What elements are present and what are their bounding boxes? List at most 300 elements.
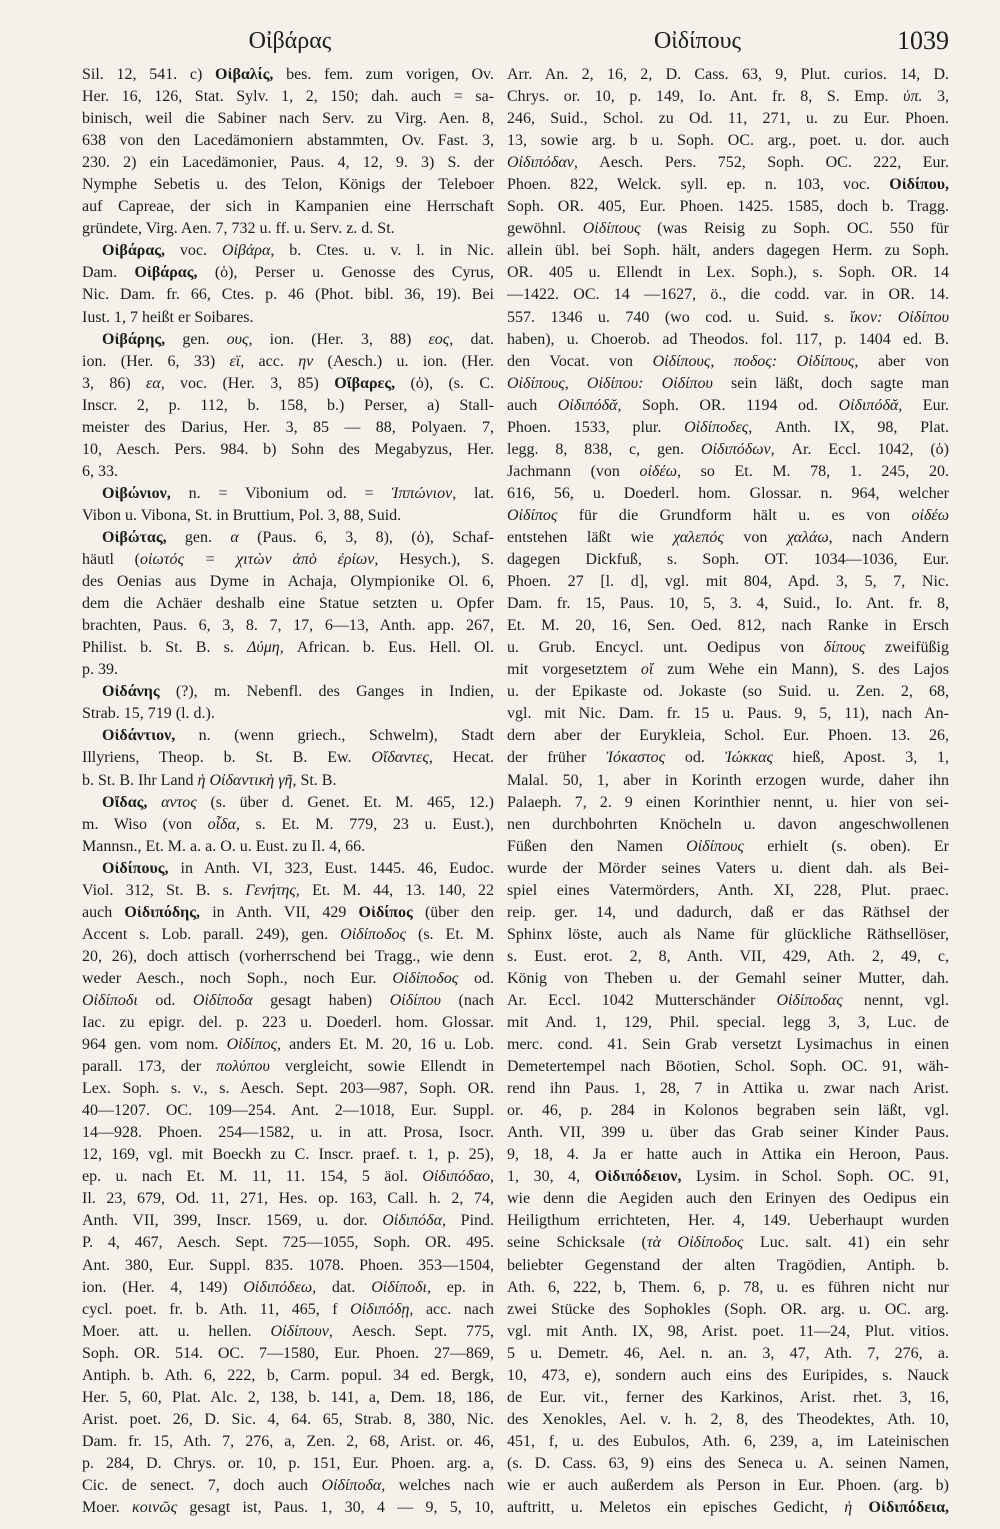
greek-form: οἶδα, bbox=[207, 815, 240, 833]
text-line bbox=[82, 836, 494, 858]
text-run: wie er auch außerdem als Person in Eur. Phoen. (arg. b) bbox=[507, 1477, 949, 1494]
text-run: lat. bbox=[456, 484, 494, 502]
text-line bbox=[82, 1210, 494, 1232]
greek-form: Δύμη, bbox=[247, 639, 284, 657]
text-run: Hesych.), S. bbox=[378, 551, 494, 569]
left-column bbox=[82, 64, 494, 1519]
headword: Οἴβαρες, bbox=[334, 374, 396, 392]
text-line bbox=[507, 1144, 949, 1166]
text-run: Ar. Eccl. 1042 Mutterschänder bbox=[507, 991, 777, 1009]
headword: Οἰβάρας, bbox=[102, 242, 166, 260]
text-line bbox=[507, 1453, 949, 1475]
text-run: nen durchbohrten Knöcheln u. davon angeschwollenen bbox=[507, 815, 949, 833]
greek-form: Οἰδιπόδα, bbox=[382, 1212, 446, 1230]
greek-form: Οἰδίποδι bbox=[82, 991, 138, 1009]
text-run: 451, f, u. des Eubulos, Ath. 6, 239, a, im Lateinischen bbox=[507, 1432, 949, 1450]
text-line bbox=[507, 1365, 949, 1387]
greek-form: ἡ Οἰδαντικὴ γῆ, bbox=[197, 771, 297, 789]
text-run: Her. 16, 126, Stat. Sylv. 1, 2, 150; dah. auch = sa- bbox=[82, 88, 494, 106]
text-line bbox=[82, 395, 494, 417]
text-run: Malal. 50, 1, aber in Korinth erzogen wurde, daher ihn bbox=[507, 771, 949, 789]
text-run: gesagt ist, Paus. 1, 30, 4 — 9, 5, 10, bbox=[177, 1499, 494, 1517]
text-line bbox=[507, 968, 949, 990]
text-run: Ant. 380, Eur. Suppl. 835. 1078. Phoen. 353—1504, bbox=[82, 1256, 494, 1274]
greek-form: Οἰδίπος bbox=[507, 506, 558, 524]
greek-form: Ἰώκκας bbox=[724, 749, 774, 767]
text-run: Arr. An. 2, 16, 2, D. Cass. 63, 9, Plut. curios. 14, D. bbox=[507, 66, 949, 83]
greek-form: Οἰδίποδος bbox=[340, 925, 406, 943]
text-run: Philist. b. St. B. s. bbox=[82, 639, 248, 657]
text-line bbox=[507, 1188, 949, 1210]
text-line bbox=[507, 725, 949, 747]
text-run: Antiph. b. Ath. 6, 222, b, Carm. popul. 34 ed. Bergk, bbox=[82, 1366, 494, 1384]
text-run: (ὁ), Perser u. Genosse des Cyrus, bbox=[197, 264, 494, 282]
text-run: Arist. poet. 26, D. Sic. 4, 64. 65, Strab. 8, 380, Nic. bbox=[82, 1410, 494, 1428]
text-run: zweifüßig bbox=[865, 639, 949, 657]
page-number: 1039 bbox=[897, 26, 949, 55]
text-run: der früher bbox=[507, 749, 607, 767]
headword: Οἰδιπόδειον, bbox=[594, 1168, 682, 1186]
text-run: Soph. OR. 514. OC. 7—1580, Eur. Phoen. 27—869, bbox=[82, 1344, 494, 1362]
text-run: Nymphe Sebetis u. des Telon, Königs der Teleboer bbox=[82, 176, 494, 194]
text-run: Accent s. Lob. parall. 249), gen. bbox=[82, 925, 341, 943]
text-line bbox=[82, 1144, 494, 1166]
headword: Οἰδίπος bbox=[358, 903, 413, 921]
text-run: Il. 23, 679, Od. 11, 271, Hes. op. 163, Call. h. 2, 74, bbox=[82, 1190, 494, 1208]
greek-form: Οἰδίποδα bbox=[192, 991, 253, 1009]
text-run: 40—1207. OC. 109—254. Ant. 2—1018, Eur. Suppl. bbox=[82, 1102, 494, 1120]
text-run: gesagt haben) bbox=[252, 991, 390, 1009]
text-run: Aesch. Pers. 752, Soph. OC. 222, Eur. bbox=[577, 154, 949, 172]
text-run: (ὁ), (s. C. bbox=[395, 374, 494, 392]
text-run: cycl. poet. fr. b. Ath. 11, 465, f bbox=[82, 1300, 351, 1318]
greek-form: Οἰδίπους bbox=[686, 837, 744, 855]
text-line bbox=[507, 1078, 949, 1100]
text-line bbox=[507, 1232, 949, 1254]
greek-form: Ἱππώνιον, bbox=[391, 484, 457, 502]
text-line bbox=[82, 1100, 494, 1122]
text-line bbox=[82, 439, 494, 461]
greek-form: Οἰδιπόδων, bbox=[700, 440, 775, 458]
text-line bbox=[507, 880, 949, 902]
text-run: Aesch. Sept. 775, bbox=[332, 1322, 494, 1340]
text-line bbox=[82, 1056, 494, 1078]
text-line bbox=[507, 1056, 949, 1078]
text-line bbox=[82, 1232, 494, 1254]
text-run: weder Aesch., noch Soph., noch Eur. bbox=[82, 969, 393, 987]
text-line bbox=[507, 262, 949, 284]
text-run: Vibon u. Vibona, St. in Bruttium, Pol. 3, 88, Suid. bbox=[82, 506, 402, 524]
text-line bbox=[507, 990, 949, 1012]
greek-form: οἰωτός = χιτὼν ἀπὸ ἐρίων, bbox=[140, 551, 379, 569]
text-run: so Et. M. 78, 1. 245, 20. bbox=[681, 462, 949, 480]
greek-form: Οἰδιπόδᾰ, bbox=[838, 396, 903, 414]
text-run: gründete, Virg. Aen. 7, 732 u. ff. u. Serv. z. d. St. bbox=[82, 220, 395, 238]
entry-paragraph bbox=[82, 858, 494, 1519]
text-line bbox=[82, 858, 494, 880]
text-run: vgl. mit Nic. Dam. fr. 15 u. Paus. 9, 5, 11), nach An- bbox=[507, 705, 949, 723]
entry-paragraph bbox=[82, 681, 494, 725]
greek-form: εα, bbox=[146, 374, 165, 392]
text-line bbox=[82, 968, 494, 990]
text-run: Demetertempel nach Böotien, Schol. Soph. OC. 91, wäh- bbox=[507, 1058, 949, 1076]
text-run: od. bbox=[665, 749, 725, 767]
text-line bbox=[82, 196, 494, 218]
text-line bbox=[82, 1188, 494, 1210]
headword: Οἰδίπου, bbox=[889, 176, 949, 194]
text-run: n. = Vibonium od. = bbox=[170, 484, 392, 502]
text-line bbox=[82, 1497, 494, 1519]
text-run: dat. bbox=[316, 1278, 372, 1296]
text-run: 557. 1346 u. 740 (wo cod. u. Suid. s. bbox=[507, 308, 850, 326]
text-line bbox=[82, 1365, 494, 1387]
greek-form: Οἰδιπόδαν, bbox=[507, 154, 578, 172]
text-line bbox=[507, 637, 949, 659]
text-line bbox=[82, 307, 494, 329]
text-line bbox=[82, 1453, 494, 1475]
greek-form: Οἰδίποδας bbox=[776, 991, 843, 1009]
text-run: de Eur. vit., ferner des Karkinos, Arist. rhet. 3, 16, bbox=[507, 1388, 949, 1406]
text-line bbox=[507, 439, 949, 461]
text-line bbox=[507, 196, 949, 218]
text-run: vergleicht, sowie Ellendt in bbox=[269, 1058, 494, 1076]
running-head-last-word: Οἰδίπους bbox=[653, 28, 742, 54]
greek-form: Οἰδίποδι, bbox=[371, 1278, 431, 1296]
entry-paragraph bbox=[82, 483, 494, 527]
text-line bbox=[507, 218, 949, 240]
text-run: Et. M. 20, 16, Sen. Oed. 812, nach Ranke in Ersch bbox=[507, 617, 949, 635]
text-line bbox=[507, 1277, 949, 1299]
text-line bbox=[82, 1387, 494, 1409]
text-run: auftritt, u. Meletos ein episches Gedicht, bbox=[507, 1499, 845, 1517]
text-run: Füßen den Namen bbox=[507, 837, 687, 855]
text-run: Sil. 12, 541. c) bbox=[82, 66, 216, 83]
text-run: s. Et. M. 779, 23 u. Eust.), bbox=[239, 815, 494, 833]
text-run: in Anth. VI, 323, Eust. 1445. 46, Eudoc. bbox=[168, 859, 494, 877]
text-line bbox=[507, 1166, 949, 1188]
text-run: Eur. bbox=[902, 396, 949, 414]
text-line bbox=[82, 1409, 494, 1431]
greek-form: ἴκον: Οἰδίπου bbox=[849, 308, 949, 326]
text-line bbox=[82, 549, 494, 571]
text-line bbox=[82, 659, 494, 681]
text-run: nach Andern bbox=[832, 528, 949, 546]
greek-form: Οἰδιπόδαο, bbox=[422, 1168, 494, 1186]
text-line bbox=[507, 483, 949, 505]
entry-paragraph bbox=[82, 527, 494, 681]
text-run: b. Ctes. u. v. l. in Nic. bbox=[274, 242, 494, 260]
headword: Οἰβώνιον, bbox=[102, 484, 171, 502]
text-line bbox=[82, 351, 494, 373]
text-run: (?), m. Nebenfl. des Ganges in Indien, bbox=[159, 683, 494, 701]
text-line bbox=[82, 1034, 494, 1056]
text-run: dagegen Dickfuß, s. Soph. OT. 1034—1036, Eur. bbox=[507, 551, 949, 569]
text-run: beliebter Gegenstand der alten Tragödien, Antiph. b. bbox=[507, 1256, 949, 1274]
text-run: Anth. VII, 399 u. über das Grab seiner Kinder Paus. bbox=[507, 1124, 949, 1142]
text-line bbox=[507, 549, 949, 571]
greek-form: Ἰόκαστος bbox=[606, 749, 666, 767]
headword: Οἴδας, bbox=[102, 793, 148, 811]
text-run: gen. bbox=[165, 330, 227, 348]
text-line bbox=[82, 218, 494, 240]
text-run: 5 u. Demetr. 46, Ael. n. an. 3, 47, Ath. 7, 276, a. bbox=[507, 1344, 949, 1362]
text-line bbox=[507, 770, 949, 792]
greek-form: Οἰδίποδες, bbox=[684, 418, 753, 436]
greek-form: κοινῶς bbox=[132, 1499, 178, 1517]
greek-form: χαλάω, bbox=[786, 528, 833, 546]
entry-paragraph bbox=[82, 240, 494, 328]
text-run: aber von bbox=[858, 352, 949, 370]
greek-form: Οἰδίπους bbox=[582, 220, 641, 238]
text-run: des Oenias aus Dyme in Achaja, Olympionike Ol. 6, bbox=[82, 573, 494, 591]
text-line bbox=[82, 417, 494, 439]
text-run: Soph. OR. 1194 od. bbox=[621, 396, 839, 414]
text-line bbox=[507, 373, 949, 395]
text-run: Iust. 1, 7 heißt er Soibares. bbox=[82, 308, 254, 326]
text-run: Ath. 6, 222, b, Them. 6, p. 78, u. es führen nicht nur bbox=[507, 1278, 949, 1296]
text-run: allein übl. bei Soph. hält, anders dagegen Herm. zu Soph. bbox=[507, 242, 949, 260]
text-line bbox=[507, 240, 949, 262]
text-run: 638 von den Lacedämoniern abstammten, Ov. Fast. 3, bbox=[82, 132, 494, 150]
text-line bbox=[82, 240, 494, 262]
greek-form: οἰδέω, bbox=[639, 462, 682, 480]
text-run: Anth. VII, 399, Inscr. 1569, u. dor. bbox=[82, 1212, 383, 1230]
greek-form: Γενήτης, bbox=[245, 881, 300, 899]
text-run: ep. in bbox=[430, 1278, 494, 1296]
text-line bbox=[507, 1012, 949, 1034]
text-line bbox=[507, 86, 949, 108]
text-line bbox=[82, 924, 494, 946]
text-run: Luc. salt. 41) ein sehr bbox=[743, 1234, 949, 1252]
text-run: (nach bbox=[440, 991, 494, 1009]
text-run: or. 46, p. 284 in Kolonos begraben sein läßt, vgl. bbox=[507, 1102, 949, 1120]
text-line bbox=[82, 262, 494, 284]
text-run: (Paus. 6, 3, 8), (ὁ), Schaf- bbox=[238, 528, 494, 546]
greek-form: οἴ bbox=[640, 661, 654, 679]
text-line bbox=[82, 86, 494, 108]
headword: Οἰδιπόδεια, bbox=[868, 1499, 949, 1517]
text-run: meister des Darius, Her. 3, 85 — 88, Polyaen. 7, bbox=[82, 418, 494, 436]
text-line bbox=[82, 1277, 494, 1299]
text-run: Jachmann (von bbox=[507, 462, 640, 480]
greek-form: Οἰδίπους, Οἰδίπου: Οἰδίπου bbox=[507, 374, 713, 392]
text-run: Phoen. 27 [l. d], vgl. mit 804, Apd. 3, 5, 7, Nic. bbox=[507, 573, 949, 591]
text-line bbox=[82, 505, 494, 527]
text-run: dern aber der Eurykleia, Schol. Eur. Phoen. 13. 26, bbox=[507, 727, 949, 745]
text-run: od. bbox=[458, 969, 494, 987]
greek-form: οἰδέω bbox=[911, 506, 949, 524]
text-run: Inscr. 2, p. 112, b. 158, b.) Perser, a) Stall- bbox=[82, 396, 494, 414]
text-run: zwei Stücke des Sophokles (Soph. OR. arg. u. OC. arg. bbox=[507, 1300, 949, 1318]
text-line bbox=[507, 681, 949, 703]
greek-form: χαλεπός bbox=[673, 528, 724, 546]
text-line bbox=[82, 946, 494, 968]
headword: Οἰδάνης bbox=[102, 683, 160, 701]
greek-form: Οἰδιπόδῃ, bbox=[350, 1300, 414, 1318]
text-line bbox=[507, 1100, 949, 1122]
text-run: od. bbox=[137, 991, 193, 1009]
text-line bbox=[82, 108, 494, 130]
text-run: (über den bbox=[412, 903, 494, 921]
greek-form: Οἰδιπόδᾰ, bbox=[557, 396, 622, 414]
text-line bbox=[82, 880, 494, 902]
text-run: nennt, vgl. bbox=[842, 991, 949, 1009]
text-line bbox=[507, 593, 949, 615]
text-line bbox=[507, 792, 949, 814]
text-run: Dam. fr. 15, Ath. 7, 276, a, Zen. 2, 68, Arist. or. 46, bbox=[82, 1432, 494, 1450]
text-line bbox=[507, 395, 949, 417]
text-run: sein läßt, doch sagte man bbox=[712, 374, 949, 392]
text-line bbox=[507, 1255, 949, 1277]
text-run: Viol. 312, St. B. s. bbox=[82, 881, 246, 899]
text-run: (Aesch.) u. ion. (Her. bbox=[313, 352, 494, 370]
text-run: ion. (Her. 4, 149) bbox=[82, 1278, 244, 1296]
text-run bbox=[852, 1499, 868, 1516]
running-head-first-word: Οἰβάρας bbox=[248, 28, 332, 54]
greek-form: δίπους bbox=[823, 639, 866, 657]
text-run: von bbox=[723, 528, 787, 546]
text-run: Dam. bbox=[82, 264, 135, 282]
text-run: brachten, Paus. 6, 3, 8. 7, 17, 6—13, Anth. app. 267, bbox=[82, 617, 494, 635]
text-line bbox=[82, 902, 494, 924]
text-run: Et. M. 44, 13. 140, 22 bbox=[299, 881, 494, 899]
text-line bbox=[507, 461, 949, 483]
text-line bbox=[507, 946, 949, 968]
text-run: Heiligthum errichteten, Her. 4, 149. Ueberhaupt wurden bbox=[507, 1212, 949, 1230]
text-line bbox=[507, 902, 949, 924]
greek-form: πολύπου bbox=[216, 1058, 270, 1076]
greek-form: Οἰδίπουν, bbox=[270, 1322, 333, 1340]
text-run: Soph. OR. 405, Eur. Phoen. 1425. 1585, doch b. Tragg. bbox=[507, 198, 949, 216]
right-column bbox=[507, 64, 949, 1519]
text-run: u. Grub. Encycl. unt. Oedipus von bbox=[507, 639, 824, 657]
text-line bbox=[507, 174, 949, 196]
text-line bbox=[82, 373, 494, 395]
text-run: Moer. bbox=[82, 1499, 133, 1517]
text-line bbox=[507, 329, 949, 351]
text-run: König von Theben u. der Gemahl seiner Mutter, dah. bbox=[507, 969, 949, 987]
text-run: acc. nach bbox=[413, 1300, 494, 1318]
text-line bbox=[507, 1409, 949, 1431]
headword: Οἰβάρης, bbox=[102, 330, 166, 348]
text-run: 3, bbox=[922, 88, 949, 106]
text-line bbox=[507, 747, 949, 769]
text-line bbox=[82, 64, 494, 86]
greek-form: Οἰβάρα, bbox=[221, 242, 275, 260]
text-run: Illyriens, Theop. b. St. B. Ew. bbox=[82, 749, 372, 767]
text-run: Phoen. 1533, plur. bbox=[507, 418, 685, 436]
text-run: ion. (Her. 6, 33) bbox=[82, 352, 230, 370]
greek-form: ην bbox=[298, 352, 314, 370]
text-run: P. 4, 467, Aesch. Sept. 725—1055, Soph. OR. 495. bbox=[82, 1234, 494, 1252]
text-run: in Anth. VII, 429 bbox=[200, 903, 359, 921]
text-run: Her. 5, 60, Plat. Alc. 2, 138, b. 141, a, Dem. 18, 186, bbox=[82, 1388, 494, 1406]
text-run: merc. cond. 41. Sein Grab versetzt Lysimachus in einen bbox=[507, 1036, 949, 1054]
text-line bbox=[507, 659, 949, 681]
text-run: 20, 26), doch attisch (vorherrschend bei Tragg., wie denn bbox=[82, 947, 494, 965]
text-run: wurde der Mörder seines Vaters u. dient dah. als Bei- bbox=[507, 859, 949, 877]
text-run: mit vorgesetztem bbox=[507, 661, 641, 679]
text-run: binisch, weil die Sabiner nach Serv. zu Virg. Aen. 8, bbox=[82, 110, 494, 128]
text-line bbox=[82, 1431, 494, 1453]
text-line bbox=[507, 1034, 949, 1056]
text-run: Pind. bbox=[445, 1212, 494, 1230]
text-line bbox=[507, 152, 949, 174]
text-line bbox=[507, 1343, 949, 1365]
text-run: Iac. zu epigr. del. p. 223 u. Doederl. hom. Glossar. bbox=[82, 1014, 494, 1032]
text-run: welches nach bbox=[385, 1477, 494, 1494]
text-run: Strab. 15, 719 (l. d.). bbox=[82, 705, 215, 723]
text-run: Hecat. bbox=[432, 749, 494, 767]
text-run: acc. bbox=[244, 352, 299, 370]
text-line bbox=[507, 527, 949, 549]
text-run: 14—928. Phoen. 254—1582, u. in att. Prosa, Isocr. bbox=[82, 1124, 494, 1142]
text-run: Chrys. or. 10, p. 149, Io. Ant. fr. 8, S. Emp. bbox=[507, 88, 904, 106]
greek-form: Οἴδαντες, bbox=[371, 749, 433, 767]
text-run: s. Eust. erot. 2, 8, Anth. VII, 429, Ath. 2, 49, c, bbox=[507, 947, 949, 965]
entry-paragraph bbox=[82, 725, 494, 791]
text-line bbox=[82, 1078, 494, 1100]
text-run: des Xenokles, Ael. v. h. 2, 8, des Theodektes, Ath. 10, bbox=[507, 1410, 949, 1428]
text-run: dat. bbox=[453, 330, 494, 348]
text-run: Ar. Eccl. 1042, (ὁ) bbox=[774, 440, 949, 458]
text-line bbox=[82, 725, 494, 747]
text-run: Sphinx löste, auch als Name für glückliche Räthsellöser, bbox=[507, 925, 949, 943]
text-line bbox=[82, 152, 494, 174]
text-run: u. der Epikaste od. Jokaste (so Suid. u. Zen. 2, 68, bbox=[507, 683, 949, 701]
text-run: Lysim. in Schol. Soph. OC. 91, bbox=[681, 1168, 949, 1186]
text-run: p. 284, D. Chrys. or. 10, p. 151, Eur. Phoen. arg. a, bbox=[82, 1454, 494, 1472]
greek-form: Οἰδίπους, ποδος: Οἰδίπους, bbox=[652, 352, 859, 370]
text-line bbox=[507, 703, 949, 725]
text-run: seine Schicksale ( bbox=[507, 1234, 647, 1252]
text-line bbox=[507, 814, 949, 836]
entry-paragraph bbox=[82, 329, 494, 483]
text-line bbox=[82, 1475, 494, 1497]
text-run: 12, 169, vgl. mit Boeckh zu C. Inscr. praef. t. 1, p. 25), bbox=[82, 1146, 494, 1164]
text-run: 964 gen. vom nom. bbox=[82, 1036, 227, 1054]
text-line bbox=[82, 130, 494, 152]
text-line bbox=[82, 329, 494, 351]
text-line bbox=[507, 351, 949, 373]
text-line bbox=[82, 637, 494, 659]
text-line bbox=[507, 1387, 949, 1409]
text-line bbox=[507, 64, 949, 86]
text-line bbox=[82, 747, 494, 769]
text-run: p. 39. bbox=[82, 661, 118, 679]
greek-form: ὑπ. bbox=[903, 88, 923, 106]
text-run: zum Wehe ein Mann), S. des Lajos bbox=[653, 661, 949, 679]
text-run: Mannsn., Et. M. a. a. O. u. Eust. zu Il. 4, 66. bbox=[82, 837, 366, 855]
text-run: Cic. de senect. 7, doch auch bbox=[82, 1477, 322, 1494]
text-run: voc. (Her. 3, 85) bbox=[164, 374, 335, 392]
text-line bbox=[507, 108, 949, 130]
text-run: 9, 18, 4. Ja er hatte auch in Attika ein Heroon, Paus. bbox=[507, 1146, 949, 1164]
text-run: 10, Aesch. Pers. 984. b) Sohn des Megabyzus, Her. bbox=[82, 440, 494, 458]
text-line bbox=[82, 770, 494, 792]
text-run: m. Wiso (von bbox=[82, 815, 208, 833]
text-run: b. St. B. Ihr Land bbox=[82, 771, 198, 789]
text-line bbox=[82, 1122, 494, 1144]
text-line bbox=[82, 681, 494, 703]
text-run: dem die Achäer deshalb eine Statue setzten u. Opfer bbox=[82, 595, 494, 613]
text-line bbox=[82, 1012, 494, 1034]
text-run: —1422. OC. 14 —1627, ö., die codd. var. in OR. 14. bbox=[507, 286, 949, 304]
greek-form: Οἰδίποδος bbox=[392, 969, 459, 987]
text-line bbox=[507, 571, 949, 593]
text-run: vgl. mit Anth. IX, 98, Arist. poet. 11—24, Plut. vitios. bbox=[507, 1322, 949, 1340]
greek-form: Οἰδίποδα, bbox=[321, 1477, 386, 1494]
